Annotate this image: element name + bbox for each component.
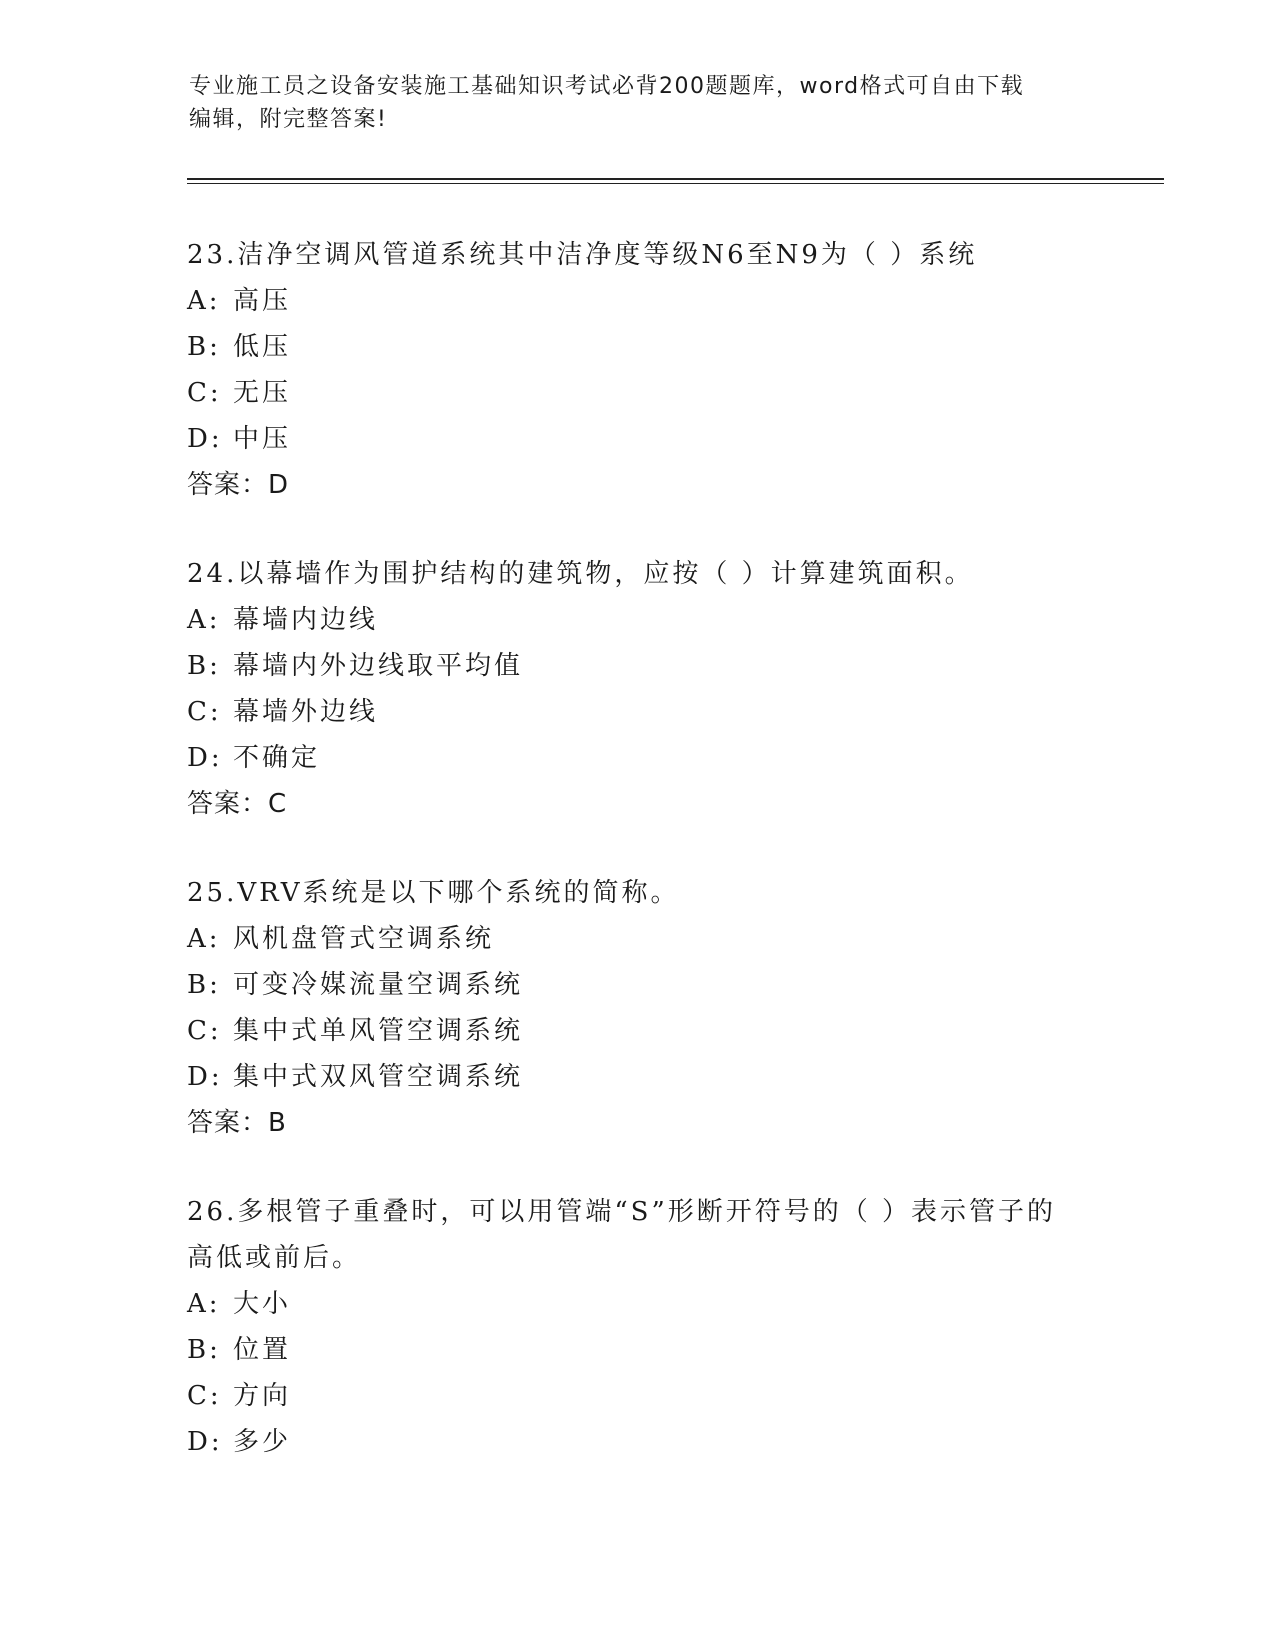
option-text: 风机盘管式空调系统 <box>233 924 495 954</box>
option-text: 方向 <box>233 1381 292 1411</box>
option-letter: D: <box>187 424 223 454</box>
option-a <box>187 916 1087 962</box>
option-letter: D: <box>187 743 223 773</box>
option-b <box>187 962 1087 1008</box>
option-b <box>187 1327 1067 1373</box>
option-text: 不确定 <box>233 743 321 773</box>
option-text: 多少 <box>233 1427 292 1457</box>
question-26 <box>187 1189 1067 1465</box>
question-stem: 23.洁净空调风管道系统其中洁净度等级N6至N9为（ ）系统 <box>187 240 978 270</box>
option-c <box>187 370 1087 416</box>
option-letter: A: <box>187 1289 221 1319</box>
question-23 <box>187 232 1087 508</box>
option-text: 中压 <box>233 424 292 454</box>
option-d <box>187 735 1087 781</box>
option-text: 无压 <box>233 378 292 408</box>
option-b <box>187 324 1087 370</box>
option-letter: B: <box>187 651 221 681</box>
option-c <box>187 689 1087 735</box>
option-c <box>187 1373 1067 1419</box>
option-text: 低压 <box>233 332 292 362</box>
option-letter: C: <box>187 1016 222 1046</box>
option-text: 幕墙内边线 <box>233 605 379 635</box>
option-letter: C: <box>187 1381 222 1411</box>
document-header <box>189 70 1069 136</box>
header-line-1: 专业施工员之设备安装施工基础知识考试必背200题题库，word格式可自由下载 <box>189 74 1025 99</box>
option-d <box>187 416 1087 462</box>
option-a <box>187 597 1087 643</box>
option-letter: C: <box>187 378 222 408</box>
question-stem: 24.以幕墙作为围护结构的建筑物，应按（ ）计算建筑面积。 <box>187 559 974 589</box>
option-text: 幕墙内外边线取平均值 <box>233 651 524 681</box>
option-text: 集中式单风管空调系统 <box>233 1016 524 1046</box>
option-text: 大小 <box>233 1289 292 1319</box>
option-a <box>187 278 1087 324</box>
option-text: 集中式双风管空调系统 <box>233 1062 524 1092</box>
question-25 <box>187 870 1087 1146</box>
option-letter: A: <box>187 286 221 316</box>
option-c <box>187 1008 1087 1054</box>
answer-line: 答案：D <box>187 470 290 500</box>
option-letter: D: <box>187 1427 223 1457</box>
option-letter: D: <box>187 1062 223 1092</box>
option-letter: B: <box>187 970 221 1000</box>
option-letter: C: <box>187 697 222 727</box>
option-text: 位置 <box>233 1335 292 1365</box>
option-text: 可变冷媒流量空调系统 <box>233 970 524 1000</box>
option-b <box>187 643 1087 689</box>
answer-line: 答案：C <box>187 789 288 819</box>
option-text: 高压 <box>233 286 292 316</box>
header-line-2: 编辑，附完整答案! <box>189 107 388 132</box>
question-24 <box>187 551 1087 827</box>
option-d <box>187 1054 1087 1100</box>
option-letter: B: <box>187 1335 221 1365</box>
header-divider-thin <box>187 183 1164 184</box>
answer-line: 答案：B <box>187 1108 287 1138</box>
header-divider-thick <box>187 178 1164 180</box>
option-d <box>187 1419 1067 1465</box>
option-letter: A: <box>187 605 221 635</box>
option-a <box>187 1281 1067 1327</box>
option-letter: A: <box>187 924 221 954</box>
question-stem: 26.多根管子重叠时，可以用管端“S”形断开符号的（ ）表示管子的高低或前后。 <box>187 1197 1057 1273</box>
option-text: 幕墙外边线 <box>233 697 379 727</box>
question-stem: 25.VRV系统是以下哪个系统的简称。 <box>187 878 680 908</box>
option-letter: B: <box>187 332 221 362</box>
